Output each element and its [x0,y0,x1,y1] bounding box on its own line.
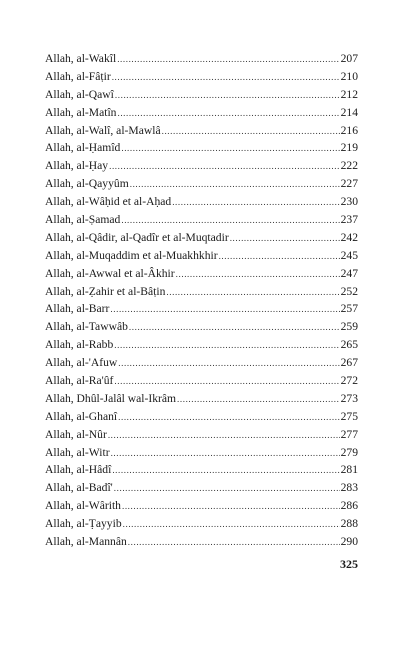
dot-leader [219,248,340,266]
toc-entry-page: 245 [340,248,358,262]
dot-leader [114,337,339,355]
toc-entry-title: Allah, al-Qayyûm [45,177,129,191]
dot-leader [110,301,339,319]
toc-entry [45,479,358,497]
toc-entry [45,461,358,479]
toc-entry-page: 252 [340,284,358,298]
toc-entry [45,354,358,372]
toc-entry [45,336,358,354]
page-number: 325 [340,557,358,571]
toc-entry [45,193,358,211]
toc-entry-title: Allah, al-Barr [45,302,110,316]
toc-entry-page: 267 [340,356,358,370]
toc-entry-page: 273 [340,391,358,405]
dot-leader [162,123,340,141]
dot-leader [166,284,339,302]
toc-entry-title: Allah, al-Nûr [45,427,107,441]
toc-entry [45,157,358,175]
dot-leader [177,391,340,409]
toc-entry-page: 247 [340,266,358,280]
toc-entry [45,300,358,318]
dot-leader [130,176,340,194]
dot-leader [230,230,340,248]
dot-leader [118,409,339,427]
toc-entry-page: 212 [340,87,358,101]
toc-entry-title: Allah, al-Ra'ûf [45,374,114,388]
dot-leader [114,373,339,391]
toc-entry [45,426,358,444]
toc-entry-page: 219 [340,141,358,155]
toc-entry [45,372,358,390]
toc-entry [45,283,358,301]
toc-entry-title: Allah, al-Ḥamîd [45,141,121,155]
toc-entry [45,211,358,229]
toc-entry [45,50,358,68]
toc-entry-page: 222 [340,159,358,173]
toc-entry-page: 210 [340,69,358,83]
toc-entry [45,229,358,247]
toc-entry-title: Allah, al-Ghanî [45,409,118,423]
toc-entry-page: 279 [340,445,358,459]
toc-entry-title: Allah, al-Awwal et al-Âkhir [45,266,175,280]
toc-entry [45,68,358,86]
toc-entry-title: Allah, al-Qawî [45,87,114,101]
toc-entry-title: Allah, al-Qâdir, al-Qadîr et al-Muqtadir [45,230,229,244]
table-of-contents [45,50,358,551]
toc-entry-page: 275 [340,409,358,423]
toc-entry-title: Allah, al-Ṭayyib [45,517,122,531]
toc-entry-page: 290 [340,535,358,549]
dot-leader [129,319,340,337]
toc-entry-page: 265 [340,338,358,352]
dot-leader [115,87,340,105]
toc-entry-title: Allah, al-Wârith [45,499,121,513]
toc-entry-title: Allah, al-Ṣamad [45,213,121,227]
toc-entry-title: Allah, al-Wâḥid et al-Aḥad [45,195,172,209]
toc-entry-page: 277 [340,427,358,441]
toc-entry [45,497,358,515]
dot-leader [108,427,340,445]
dot-leader [112,462,339,480]
toc-entry-title: Allah, al-Badî' [45,481,113,495]
toc-entry-title: Allah, al-Rabb [45,338,114,352]
toc-entry-page: 286 [340,499,358,513]
toc-entry-page: 216 [340,123,358,137]
dot-leader [121,212,339,230]
toc-entry [45,175,358,193]
toc-entry-title: Allah, al-Mannân [45,535,127,549]
toc-entry-title: Allah, al-Hâdî [45,463,112,477]
toc-entry [45,515,358,533]
dot-leader [117,105,339,123]
toc-entry-title: Allah, al-Walî, al-Mawlâ [45,123,161,137]
toc-entry [45,408,358,426]
toc-entry [45,265,358,283]
dot-leader [112,69,340,87]
dot-leader [176,266,340,284]
toc-entry-title: Allah, al-Ḥay [45,159,109,173]
toc-entry-page: 283 [340,481,358,495]
toc-entry-title: Allah, al-Fâṭir [45,69,111,83]
toc-entry-page: 257 [340,302,358,316]
toc-entry-title: Allah, al-Ẓahir et al-Bâṭin [45,284,166,298]
dot-leader [109,158,340,176]
toc-entry-page: 288 [340,517,358,531]
dot-leader [114,480,340,498]
toc-entry-page: 281 [340,463,358,477]
toc-entry-page: 259 [340,320,358,334]
toc-entry [45,247,358,265]
toc-entry [45,318,358,336]
toc-entry-page: 230 [340,195,358,209]
dot-leader [122,498,340,516]
toc-entry [45,139,358,157]
toc-entry [45,122,358,140]
toc-entry-page: 272 [340,374,358,388]
toc-entry-page: 214 [340,105,358,119]
dot-leader [121,140,339,158]
dot-leader [117,51,339,69]
toc-entry-title: Allah, al-Matîn [45,105,117,119]
toc-entry [45,533,358,551]
dot-leader [123,516,340,534]
toc-entry-title: Allah, al-Witr [45,445,110,459]
toc-entry-title: Allah, al-'Afuw [45,356,118,370]
dot-leader [118,355,339,373]
toc-entry-title: Allah, al-Tawwâb [45,320,128,334]
toc-entry [45,390,358,408]
toc-entry-title: Allah, al-Muqaddim et al-Muakhkhir [45,248,218,262]
toc-entry [45,104,358,122]
toc-entry-title: Allah, al-Wakîl [45,52,117,65]
toc-entry-page: 227 [340,177,358,191]
toc-entry-page: 237 [340,213,358,227]
toc-entry-page: 242 [340,230,358,244]
toc-entry [45,444,358,462]
dot-leader [172,194,339,212]
toc-entry-page: 207 [340,52,358,65]
toc-entry-title: Allah, Dhûl-Jalâl wal-Ikrâm [45,391,177,405]
dot-leader [111,445,340,463]
toc-entry [45,86,358,104]
dot-leader [128,534,340,552]
